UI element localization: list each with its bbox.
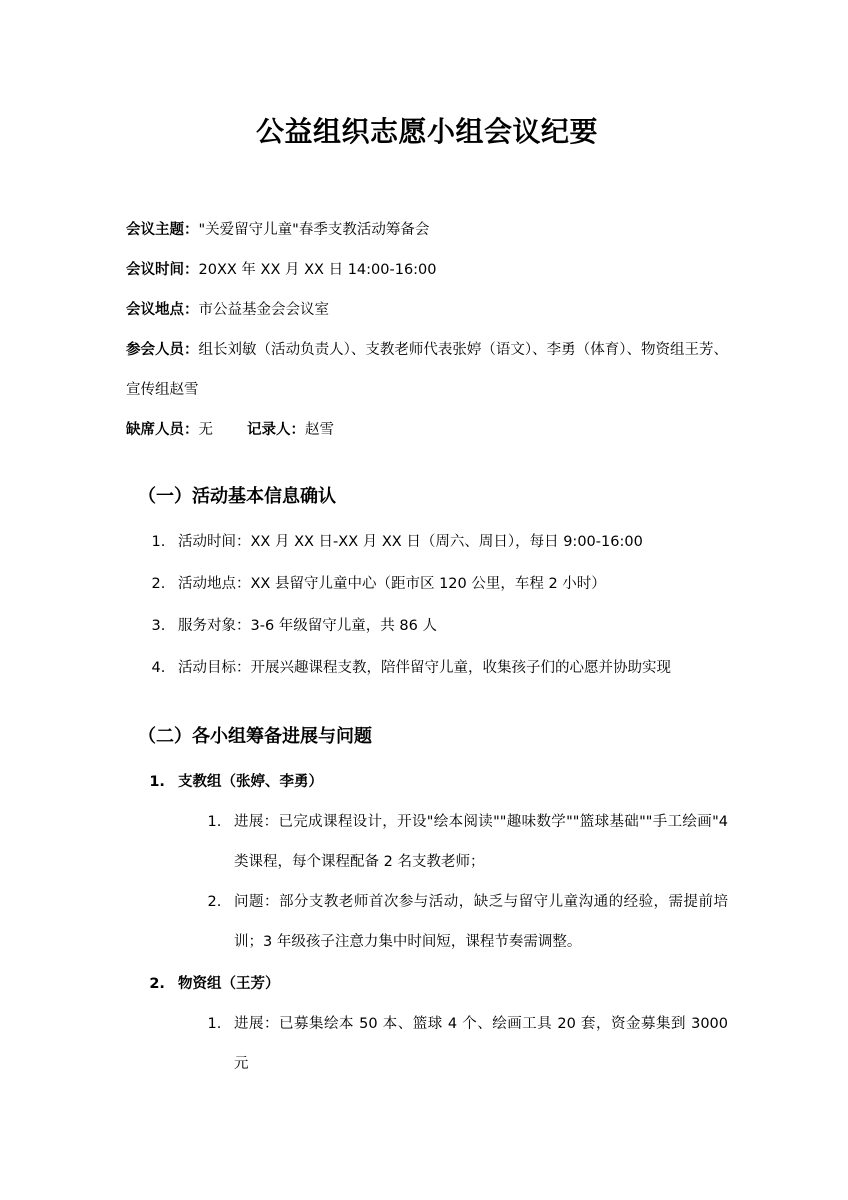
- sub-list-item: [226, 802, 728, 882]
- list-item: [170, 606, 728, 646]
- meta-label-attendees: 参会人员：: [126, 342, 199, 358]
- meta-row-location: [126, 290, 728, 330]
- list-item-text: 物资组（王芳）: [178, 976, 280, 992]
- sub-list-item-text: 问题：部分支教老师首次参与活动，缺乏与留守儿童沟通的经验，需提前培训；3 年级孩子注意力集中时间短，课程节奏需调整。: [234, 894, 728, 950]
- list-item-text: 活动地点：XX 县留守儿童中心（距市区 120 公里，车程 2 小时）: [178, 576, 606, 592]
- list-item: [170, 522, 728, 562]
- sub-list-item-text: 进展：已募集绘本 50 本、篮球 4 个、绘画工具 20 套，资金募集到 3000 元: [234, 1016, 728, 1072]
- section-group-progress-issues: [126, 690, 728, 1084]
- list-item-text: 服务对象：3-6 年级留守儿童，共 86 人: [178, 618, 437, 634]
- meta-label-time: 会议时间：: [126, 262, 199, 278]
- sub-list-supplies-group: [178, 1004, 728, 1084]
- meta-label-absent: 缺席人员：: [126, 422, 199, 438]
- list-item-text: 支教组（张婷、李勇）: [178, 774, 323, 790]
- meta-label-recorder: 记录人：: [247, 422, 305, 438]
- meta-row-attendees: [126, 330, 728, 410]
- meeting-meta-block: [126, 210, 728, 450]
- section-heading-2: （二）各小组筹备进展与问题: [138, 726, 372, 747]
- meta-row-absent-recorder: [126, 410, 728, 450]
- section-1-list: [126, 522, 728, 688]
- meta-label-location: 会议地点：: [126, 302, 199, 318]
- meta-value-time: 20XX 年 XX 月 XX 日 14:00-16:00: [198, 262, 437, 278]
- list-item: [170, 648, 728, 688]
- meta-row-subject: [126, 210, 728, 250]
- list-item-text: 活动时间：XX 月 XX 日-XX 月 XX 日（周六、周日），每日 9:00-16:00: [178, 534, 643, 550]
- meta-label-subject: 会议主题：: [126, 222, 199, 238]
- sub-list-item: [226, 1004, 728, 1084]
- meta-value-location: 市公益基金会会议室: [198, 302, 329, 318]
- page-title: 公益组织志愿小组会议纪要: [255, 115, 598, 148]
- list-item: [170, 564, 728, 604]
- section-heading-1: （一）活动基本信息确认: [138, 486, 336, 507]
- sub-list-item: [226, 882, 728, 962]
- sub-list-item-text: 进展：已完成课程设计，开设"绘本阅读""趣味数学""篮球基础""手工绘画"4 类课程，每个课程配备 2 名支教老师；: [234, 814, 728, 870]
- list-item: [170, 762, 728, 962]
- meta-value-absent: 无: [198, 422, 213, 438]
- meta-value-attendees: 组长刘敏（活动负责人）、支教老师代表张婷（语文）、李勇（体育）、物资组王芳、宣传组赵雪: [126, 342, 728, 398]
- meta-value-recorder: 赵雪: [305, 422, 334, 438]
- meta-row-time: [126, 250, 728, 290]
- section-2-list: [126, 762, 728, 1084]
- list-item-text: 活动目标：开展兴趣课程支教，陪伴留守儿童，收集孩子们的心愿并协助实现: [178, 660, 671, 676]
- list-item: [170, 964, 728, 1084]
- meta-value-subject: "关爱留守儿童"春季支教活动筹备会: [198, 222, 430, 238]
- sub-list-teaching-group: [178, 802, 728, 962]
- section-activity-basic-info: [126, 450, 728, 688]
